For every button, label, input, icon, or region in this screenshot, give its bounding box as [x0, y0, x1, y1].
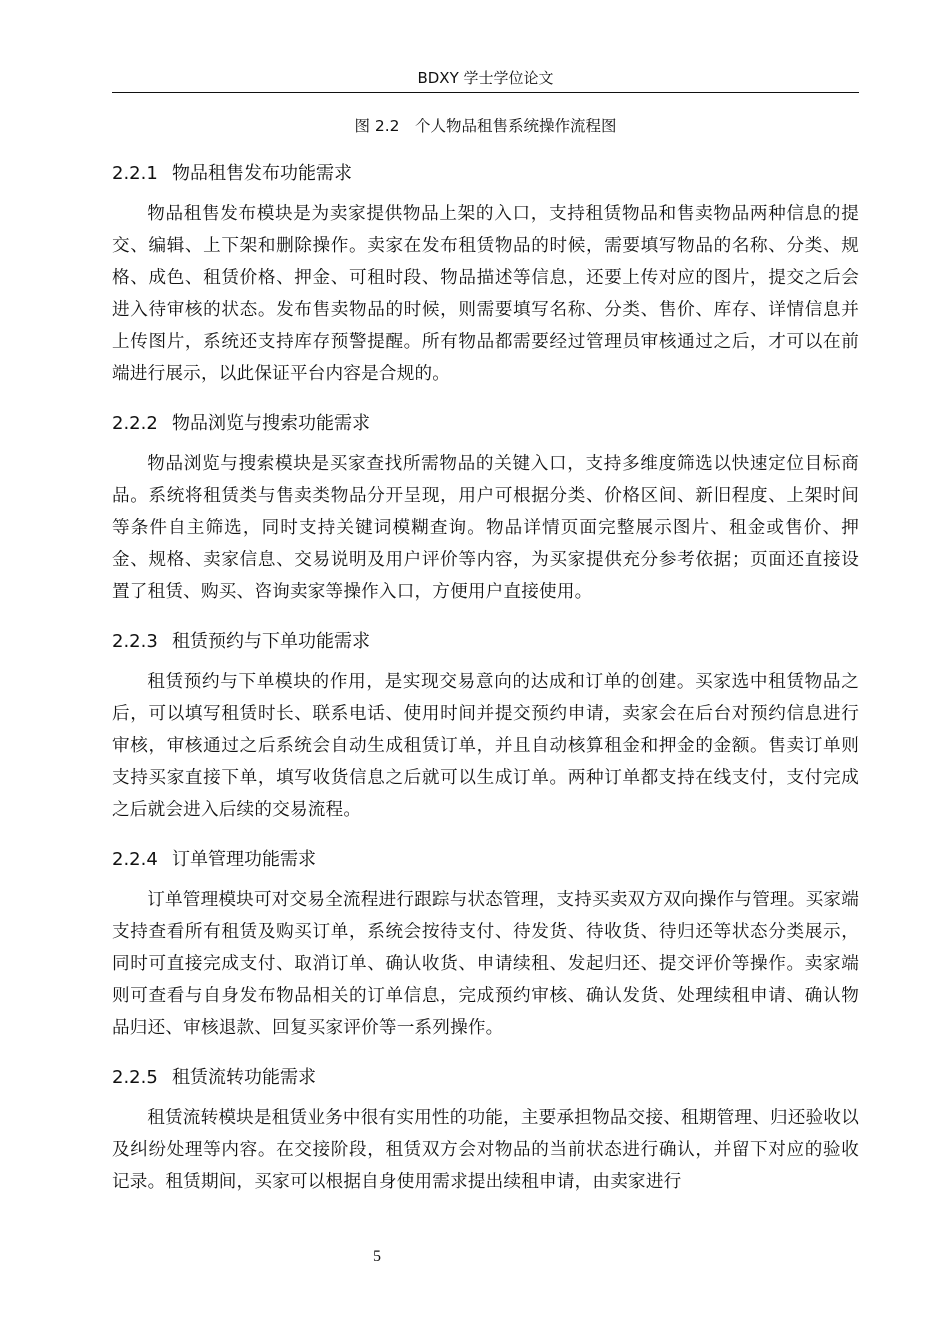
section-2-2-3: [112, 626, 859, 826]
section-paragraph: 租赁预约与下单模块的作用，是实现交易意向的达成和订单的创建。买家选中租赁物品之后，可以填写租赁时长、联系电话、使用时间并提交预约申请，卖家会在后台对预约信息进行审核，审核通过之后系统会自动生成租赁订单，并且自动核算租金和押金的金额。售卖订单则支持买家直接下单，填写收货信息之后就可以生成订单。两种订单都支持在线支付，支付完成之后就会进入后续的交易流程。: [112, 672, 859, 820]
section-2-2-1: [112, 158, 859, 390]
section-number: 2.2.5: [112, 1067, 158, 1088]
main-content: [112, 158, 859, 1198]
section-paragraph: 订单管理模块可对交易全流程进行跟踪与状态管理，支持买卖双方双向操作与管理。买家端支持查看所有租赁及购买订单，系统会按待支付、待发货、待收货、待归还等状态分类展示，同时可直接完成支付、取消订单、确认收货、申请续租、发起归还、提交评价等操作。卖家端则可查看与自身发布物品相关的订单信息，完成预约审核、确认发货、处理续租申请、确认物品归还、审核退款、回复买家评价等一系列操作。: [112, 890, 859, 1038]
section-heading: [112, 408, 859, 440]
section-paragraph: 物品浏览与搜索模块是买家查找所需物品的关键入口，支持多维度筛选以快速定位目标商品。系统将租赁类与售卖类物品分开呈现，用户可根据分类、价格区间、新旧程度、上架时间等条件自主筛选，同时支持关键词模糊查询。物品详情页面完整展示图片、租金或售价、押金、规格、卖家信息、交易说明及用户评价等内容，为买家提供充分参考依据；页面还直接设置了租赁、购买、咨询卖家等操作入口，方便用户直接使用。: [112, 454, 859, 602]
section-number: 2.2.2: [112, 413, 158, 434]
section-paragraph: 租赁流转模块是租赁业务中很有实用性的功能，主要承担物品交接、租期管理、归还验收以及纠纷处理等内容。在交接阶段，租赁双方会对物品的当前状态进行确认，并留下对应的验收记录。租赁期间，买家可以根据自身使用需求提出续租申请，由卖家进行: [112, 1108, 859, 1192]
section-heading: [112, 844, 859, 876]
section-number: 2.2.1: [112, 163, 158, 184]
section-2-2-2: [112, 408, 859, 608]
section-number: 2.2.4: [112, 849, 158, 870]
section-heading: [112, 1062, 859, 1094]
header-title: BDXY 学士学位论文: [417, 69, 554, 87]
section-heading: [112, 158, 859, 190]
section-heading: [112, 626, 859, 658]
section-title: 租赁流转功能需求: [172, 1067, 316, 1088]
page-header: [112, 64, 859, 93]
section-paragraph: 物品租售发布模块是为卖家提供物品上架的入口，支持租赁物品和售卖物品两种信息的提交、编辑、上下架和删除操作。卖家在发布租赁物品的时候，需要填写物品的名称、分类、规格、成色、租赁价格、押金、可租时段、物品描述等信息，还要上传对应的图片，提交之后会进入待审核的状态。发布售卖物品的时候，则需要填写名称、分类、售价、库存、详情信息并上传图片，系统还支持库存预警提醒。所有物品都需要经过管理员审核通过之后，才可以在前端进行展示，以此保证平台内容是合规的。: [112, 204, 859, 384]
section-2-2-5: [112, 1062, 859, 1198]
section-number: 2.2.3: [112, 631, 158, 652]
section-title: 物品浏览与搜索功能需求: [172, 413, 370, 434]
figure-caption: 图 2.2 个人物品租售系统操作流程图: [354, 117, 617, 135]
section-title: 租赁预约与下单功能需求: [172, 631, 370, 652]
page-number: 5: [373, 1248, 381, 1265]
section-title: 订单管理功能需求: [172, 849, 316, 870]
section-title: 物品租售发布功能需求: [172, 163, 352, 184]
section-2-2-4: [112, 844, 859, 1044]
